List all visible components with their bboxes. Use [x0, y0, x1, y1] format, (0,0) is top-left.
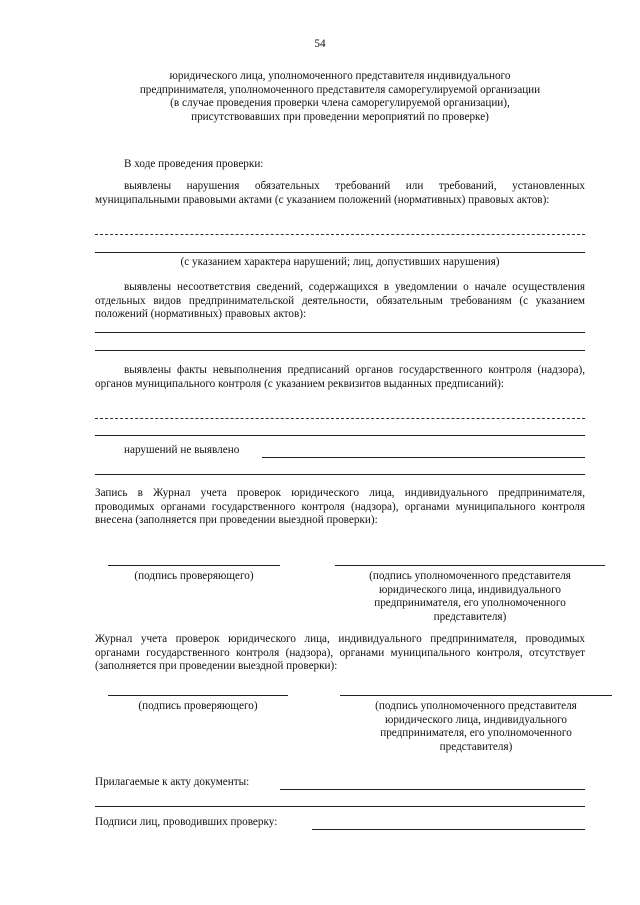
fill-line[interactable]	[280, 789, 585, 790]
violations-caption: (с указанием характера нарушений; лиц, допустивших нарушения)	[180, 256, 500, 268]
caption-line: предпринимателя, его уполномоченного	[380, 727, 572, 739]
header-block	[95, 70, 585, 124]
no-violations-label: нарушений не выявлено	[124, 444, 240, 456]
fill-line[interactable]	[262, 457, 585, 458]
fill-line[interactable]	[95, 435, 585, 436]
representative-signature-line[interactable]	[340, 695, 612, 696]
representative-signature-caption	[335, 570, 605, 624]
journal-entry-text: Запись в Журнал учета проверок юридического лица, индивидуального предпринимателя, проводимых органами государственного контроля (надзора), органами муниципального контроля внесена (заполняется при проведении выездной проверки):	[95, 487, 585, 526]
caption-line: (подпись уполномоченного представителя	[375, 700, 577, 712]
fill-line[interactable]	[95, 252, 585, 253]
discrepancies-text: выявлены несоответствия сведений, содержащихся в уведомлении о начале осуществления отдельных видов предпринимательской деятельности, обязательным требованиям (с указанием положений (нормативных) правовых актов):	[95, 281, 585, 320]
fill-line[interactable]	[95, 350, 585, 351]
header-line: предпринимателя, уполномоченного представителя саморегулируемой организации	[139, 83, 541, 96]
fill-line[interactable]	[95, 234, 585, 235]
inspector-signature-line[interactable]	[108, 565, 280, 566]
violations-found-text: выявлены нарушения обязательных требований или требований, установленных муниципальными правовыми актами (с указанием положений (нормативных) правовых актов):	[95, 180, 585, 206]
caption-line: (подпись уполномоченного представителя	[369, 570, 571, 582]
caption-line: представителя)	[433, 610, 507, 623]
inspectors-signatures-label: Подписи лиц, проводивших проверку:	[95, 816, 278, 828]
inspector-signature-caption: (подпись проверяющего)	[134, 570, 254, 582]
caption-line: предпринимателя, его уполномоченного	[374, 597, 566, 609]
header-line: присутствовавших при проведении мероприятий по проверке)	[191, 110, 489, 123]
inspector-signature-caption: (подпись проверяющего)	[138, 700, 258, 712]
caption-line: юридического лица, индивидуального	[384, 713, 568, 726]
caption-line: юридического лица, индивидуального	[378, 583, 562, 596]
journal-absent-text: Журнал учета проверок юридического лица, индивидуального предпринимателя, проводимых органами государственного контроля (надзора), органами муниципального контроля, отсутствует (заполняется при проведении выездной проверки):	[95, 633, 585, 672]
fill-line[interactable]	[95, 474, 585, 475]
fill-line[interactable]	[95, 418, 585, 419]
caption-line: представителя)	[439, 740, 513, 753]
page-number: 54	[314, 38, 326, 50]
representative-signature-line[interactable]	[335, 565, 605, 566]
header-line: юридического лица, уполномоченного представителя индивидуального	[169, 70, 511, 82]
fill-line[interactable]	[95, 806, 585, 807]
intro-text: В ходе проведения проверки:	[124, 158, 264, 170]
orders-not-fulfilled-text: выявлены факты невыполнения предписаний органов государственного контроля (надзора), органов муниципального контроля (с указанием реквизитов выданных предписаний):	[95, 364, 585, 390]
representative-signature-caption	[340, 700, 612, 754]
fill-line[interactable]	[95, 332, 585, 333]
attached-docs-label: Прилагаемые к акту документы:	[95, 776, 250, 788]
fill-line[interactable]	[312, 829, 585, 830]
inspector-signature-line[interactable]	[108, 695, 288, 696]
header-line: (в случае проведения проверки члена саморегулируемой организации),	[170, 97, 510, 109]
